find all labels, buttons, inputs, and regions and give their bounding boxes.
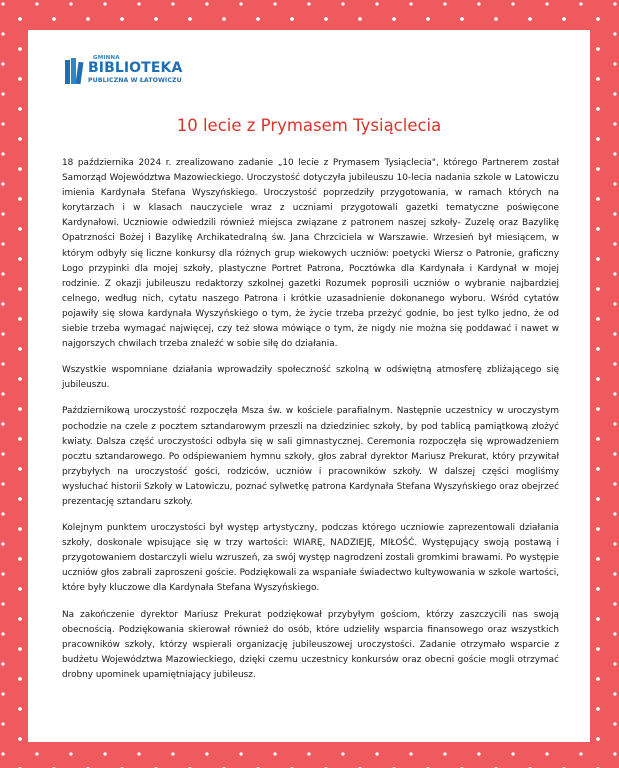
paragraph: Wszystkie wspomniane działania wprowadziły społeczność szkolną w odświętną atmosferę zbliżającego się jubileuszu. [62,365,559,391]
article-body [62,156,559,694]
paragraph: Kolejnym punktem uroczystości był występ artystyczny, podczas którego uczniowie zaprezentowali działania szkoły, doskonale wpisujące się w trzy wartości: WIARĘ, NADZIEJĘ, MIŁOŚĆ. Występujący swoją postawą i przygotowaniem dostarczyli wielu wzruszeń, za swój występ nagrodzeni zostali gromkimi brawami. Po występie uczniów głos zabrali zaproszeni goście. Podziękowali za wspaniałe świadectwo kultywowania w szkole wartości, które były kluczowe dla Kardynała Stefana Wyszyńskiego. [62,523,559,594]
logo-top-text: GMINNA [93,55,120,61]
library-logo [64,54,194,88]
logo-main-text: BIBLIOTEKA [88,60,183,76]
logo-subtitle: PUBLICZNA W ŁATOWICZU [88,77,182,84]
document-page [28,30,590,742]
document-title: 10 lecie z Prymasem Tysiąclecia [176,116,442,135]
paragraph: 18 października 2024 r. zrealizowano zadanie „10 lecie z Prymasem Tysiąclecia", którego Partnerem został Samorząd Województwa Mazowieckiego. Uroczystość dotyczyła jubileuszu 10-lecia nadania szkole w Latowiczu imienia Kardynała Stefana Wyszyńskiego. Uroczystość poprzedziły przygotowania, w ramach których na korytarzach i w klasach nauczyciele wraz z uczniami przygotowali gazetki tematyczne poświęcone Kardynałowi. Uczniowie odwiedzili również miejsca związane z patronem naszej szkoły- Zuzelę oraz Bazylikę Opatrzności Bożej i Bazylikę Archikatedralną św. Jana Chrzciciela w Warszawie. Wrzesień był miesiącem, w którym odbyły się liczne konkursy dla różnych grup wiekowych uczniów: poetycki Wiersz o Patronie, graficzny Logo przypinki dla mojej szkoły, plastyczne Portret Patrona, Pocztówka dla Kardynała i Kardynał w mojej rodzinie. Z okazji jubileuszu redaktorzy szkolnej gazetki Rozumek poprosili uczniów o wybranie najbardziej celnego, według nich, cytatu naszego Patrona i krótkie uzasadnienie dokonanego wyboru. Wśród cytatów pojawiły się słowa kardynała Wyszyńskiego o tym, że życie trzeba przeżyć godnie, bo jest tylko jedno, że od siebie trzeba wymagać najwięcej, czy też słowa mówiące o tym, że nigdy nie można się poddawać i nawet w najgorszych chwilach trzeba znaleźć w sobie siłę do działania. [62,158,559,350]
paragraph: Październikową uroczystość rozpoczęła Msza św. w kościele parafialnym. Następnie uczestnicy w uroczystym pochodzie na czele z pocztem sztandarowym przeszli na dziedziniec szkoły, by pod tablicą pamiątkową złożyć kwiaty. Dalsza część uroczystości odbyła się w sali gimnastycznej. Ceremonia rozpoczęła się wprowadzeniem pocztu sztandarowego. Po odśpiewaniem hymnu szkoły, głos zabrał dyrektor Mariusz Prekurat, który przywitał przybyłych na uroczystość gości, rodziców, uczniów i pracowników szkoły. W dalszej części mogliśmy wysłuchać historii Szkoły w Latowiczu, poznać sylwetkę patrona Kardynała Stefana Wyszyńskiego oraz obejrzeć prezentację sztandaru szkoły. [62,406,559,507]
book-icon [64,56,86,86]
paragraph: Na zakończenie dyrektor Mariusz Prekurat podziękował przybyłym gościom, którzy zaszczycili nas swoją obecnością. Podziękowania skierował również do osób, które udzieliły wsparcia finansowego oraz wszystkich pracowników szkoły, którzy wspierali organizację jubileuszowej uroczystości. Zadanie otrzymało wsparcie z budżetu Województwa Mazowieckiego, dzięki czemu uczestnicy konkursów oraz obecni goście mogli otrzymać drobny upominek upamiętniający jubileusz. [62,609,559,680]
